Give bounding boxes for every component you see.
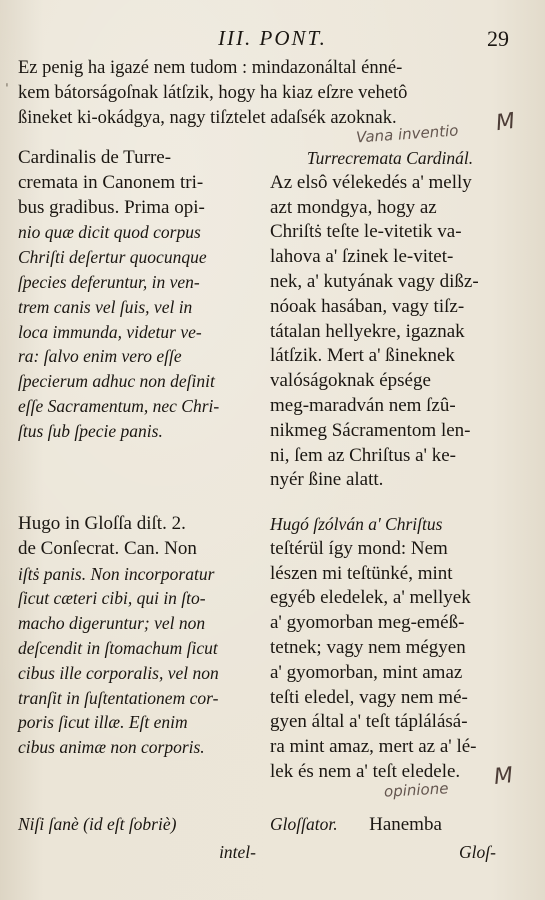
text-line: nóoak hasában, vagy tiſz- bbox=[270, 295, 465, 317]
page-header bbox=[0, 26, 545, 54]
text-line: bus gradibus. Prima opi- bbox=[18, 196, 205, 218]
handwritten-margin-note: Vana inventio bbox=[355, 121, 459, 147]
running-title: III. PONT. bbox=[218, 26, 327, 50]
text-line: látſzik. Mert a' ßineknek bbox=[270, 345, 455, 367]
intro-line: kem bátorságoſnak látſzik, hogy ha kiaz eſzre vehetô bbox=[18, 83, 408, 103]
right-column-block-1 bbox=[270, 146, 510, 493]
text-line: lek és nem a' teſt eledele. bbox=[270, 760, 461, 782]
text-line: tátalan hellyekre, igaznak bbox=[270, 320, 465, 342]
text-line: Chriſtṡ teſte le-vitetik va- bbox=[270, 221, 462, 243]
text-line: cibus ille corporalis, vel non bbox=[18, 662, 219, 683]
text-line: gyen által a' teſt táplálásá- bbox=[270, 711, 468, 733]
text-line: Chriſti deſertur quocunque bbox=[18, 247, 207, 268]
text-line: iſtṡ panis. Non incorporatur bbox=[18, 563, 215, 584]
text-line: ſtus ſub ſpecie panis. bbox=[18, 420, 163, 441]
left-column-block-3 bbox=[18, 810, 260, 866]
text-line bbox=[270, 810, 510, 838]
text-line: Cardinalis de Turre- bbox=[18, 147, 172, 168]
text-line: nyér ßine alatt. bbox=[270, 469, 384, 491]
left-column-block-1 bbox=[18, 146, 260, 444]
text-line: nek, a' kutyának vagy dißz- bbox=[270, 270, 479, 292]
text-line: nikmeg Sácramentom len- bbox=[270, 419, 471, 441]
text-line: deſcendit in ſtomachum ſicut bbox=[18, 637, 218, 658]
text-line: trem canis vel ſuis, vel in bbox=[18, 296, 193, 317]
text-line: cibus animæ non corporis. bbox=[18, 737, 205, 758]
margin-tick-mark: ˈ bbox=[5, 82, 9, 98]
text-line: cremata in Canonem tri- bbox=[18, 171, 204, 193]
handwritten-margin-note: M bbox=[494, 108, 517, 137]
text-line: tranſit in ſuſtentationem cor- bbox=[18, 687, 219, 708]
text-line: de Conſecrat. Can. Non bbox=[18, 537, 197, 559]
glossator-label: Gloſſator. bbox=[270, 814, 338, 834]
text-line: lahova a' ſzinek le-vitet- bbox=[270, 246, 454, 268]
right-column-block-2 bbox=[270, 512, 510, 785]
text-line: ra mint amaz, mert az a' lé- bbox=[270, 736, 477, 758]
text-line: ſicut cæteri cibi, qui in ſto- bbox=[18, 588, 206, 609]
text-line: poris ſicut illæ. Eſt enim bbox=[18, 712, 188, 733]
text-word: Hanemba bbox=[369, 814, 442, 835]
catchword: intel- bbox=[219, 842, 256, 862]
text-line: eſſe Sacramentum, nec Chri- bbox=[18, 395, 220, 416]
intro-line: ßineket ki-okádgya, nagy tiſztelet adaſsék azoknak. bbox=[18, 108, 397, 128]
text-line: lészen mi teſtünké, mint bbox=[270, 562, 453, 584]
text-line: Hugó ſzólván a' Chriſtus bbox=[270, 514, 443, 534]
catchword: Gloſ- bbox=[459, 842, 496, 862]
intro-paragraph bbox=[18, 56, 527, 131]
text-line: nio quæ dicit quod corpus bbox=[18, 222, 201, 243]
text-line: loca immunda, videtur ve- bbox=[18, 321, 202, 342]
text-line: egyéb eledelek, a' mellyek bbox=[270, 587, 471, 609]
text-line: meg-maradván nem ſzû- bbox=[270, 394, 456, 416]
text-line: teſtérül így mond: Nem bbox=[270, 537, 448, 559]
text-line: ni, ſem az Chriſtus a' ke- bbox=[270, 444, 456, 466]
text-line: macho digeruntur; vel non bbox=[18, 613, 206, 634]
text-line: Hugo in Gloſſa diſt. 2. bbox=[18, 513, 186, 534]
text-line: Az elsô vélekedés a' melly bbox=[270, 171, 472, 193]
right-column-block-3 bbox=[270, 810, 510, 866]
text-line: valóságoknak épsége bbox=[270, 370, 431, 392]
text-line: ra: ſalvo enim vero eſſe bbox=[18, 346, 182, 367]
text-line: azt mondgya, hogy az bbox=[270, 196, 437, 218]
text-line: tetnek; vagy nem mégyen bbox=[270, 636, 466, 658]
text-line: a' gyomorban meg-eméß- bbox=[270, 612, 465, 634]
handwritten-margin-note: M bbox=[492, 763, 515, 790]
text-line: a' gyomorban, mint amaz bbox=[270, 661, 463, 683]
left-column-block-2 bbox=[18, 512, 260, 760]
page-number: 29 bbox=[487, 26, 509, 51]
text-line: teſti eledel, vagy nem mé- bbox=[270, 686, 468, 708]
text-line: ſpecierum adhuc non deſinit bbox=[18, 371, 215, 392]
text-line: Turrecremata Cardinál. bbox=[306, 148, 474, 168]
handwritten-margin-note: opinione bbox=[383, 779, 449, 801]
intro-line: Ez penig ha igazé nem tudom : mindazonáltal énné- bbox=[18, 58, 403, 78]
text-line: ſpecies deferuntur, in ven- bbox=[18, 271, 200, 292]
text-line: Niſi ſanè (id eſt ſobriè) bbox=[18, 814, 177, 834]
